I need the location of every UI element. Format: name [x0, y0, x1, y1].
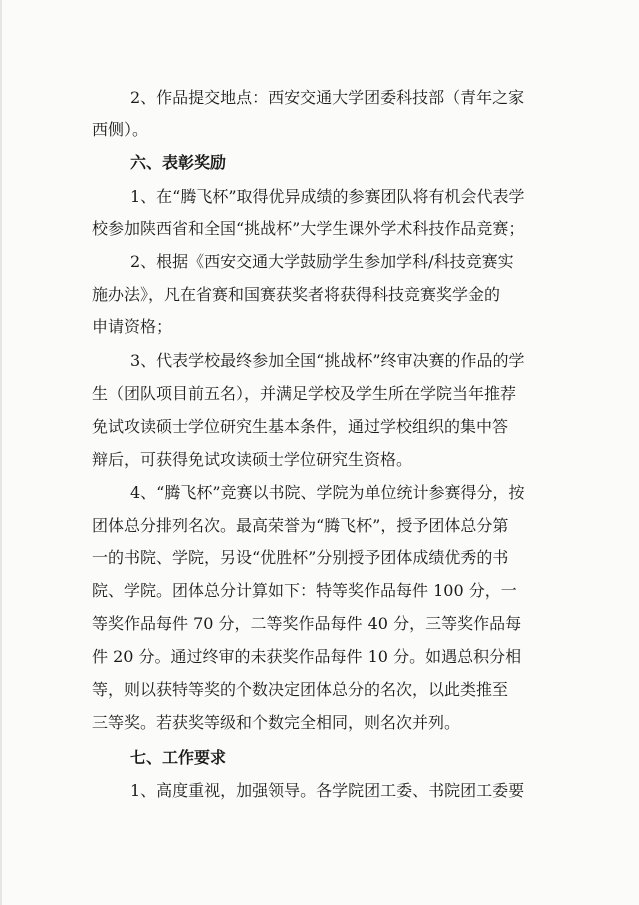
paragraph-line: 辩后，可获得免试攻读硕士学位研究生资格。	[92, 450, 413, 469]
paragraph-line: 院、学院。团体总分计算如下：特等奖作品每件 100 分，一	[92, 581, 517, 600]
paragraph-line: 2、根据《西安交通大学鼓励学生参加学科/科技竞赛实	[130, 252, 514, 271]
paragraph-line: 团体总分排列名次。最高荣誉为“腾飞杯”，授予团体总分第	[92, 516, 509, 535]
paragraph-line: 件 20 分。通过终审的未获奖作品每件 10 分。如遇总积分相	[92, 647, 522, 666]
paragraph-line: 等奖作品每件 70 分，二等奖作品每件 40 分，三等奖作品每	[92, 614, 522, 633]
scan-edge	[0, 0, 2, 905]
paragraph-line: 1、高度重视，加强领导。各学院团工委、书院团工委要	[130, 781, 525, 800]
paragraph-line: 申请资格；	[92, 317, 173, 336]
paragraph-line: 4、“腾飞杯”竞赛以书院、学院为单位统计参赛得分，按	[130, 483, 525, 502]
paragraph-line: 等，则以获特等奖的个数决定团体总分的名次，以此类推至	[92, 680, 509, 699]
paragraph-line: 西侧）。	[92, 120, 149, 139]
paragraph-line: 3、代表学校最终参加全国“挑战杯”终审决赛的作品的学	[130, 351, 525, 370]
paragraph-line: 一的书院、学院，另设“优胜杯”分别授予团体成绩优秀的书	[92, 548, 509, 567]
paragraph-line: 校参加陕西省和全国“挑战杯”大学生课外学术科技作品竞赛；	[92, 219, 525, 238]
paragraph-line: 施办法》，凡在省赛和国赛获奖者将获得科技竞赛奖学金的	[92, 285, 501, 304]
section-heading: 七、工作要求	[130, 748, 227, 767]
paragraph-line: 1、在“腾飞杯”取得优异成绩的参赛团队将有机会代表学	[130, 187, 525, 206]
paragraph-line: 免试攻读硕士学位研究生基本条件，通过学校组织的集中答	[92, 417, 509, 436]
paragraph-line: 三等奖。若获奖等级和个数完全相同，则名次并列。	[92, 713, 461, 732]
paragraph-line: 2、作品提交地点：西安交通大学团委科技部（青年之家	[130, 88, 525, 107]
paragraph-line: 生（团队项目前五名），并满足学校及学生所在学院当年推荐	[92, 384, 517, 403]
section-heading: 六、表彰奖励	[130, 153, 227, 172]
